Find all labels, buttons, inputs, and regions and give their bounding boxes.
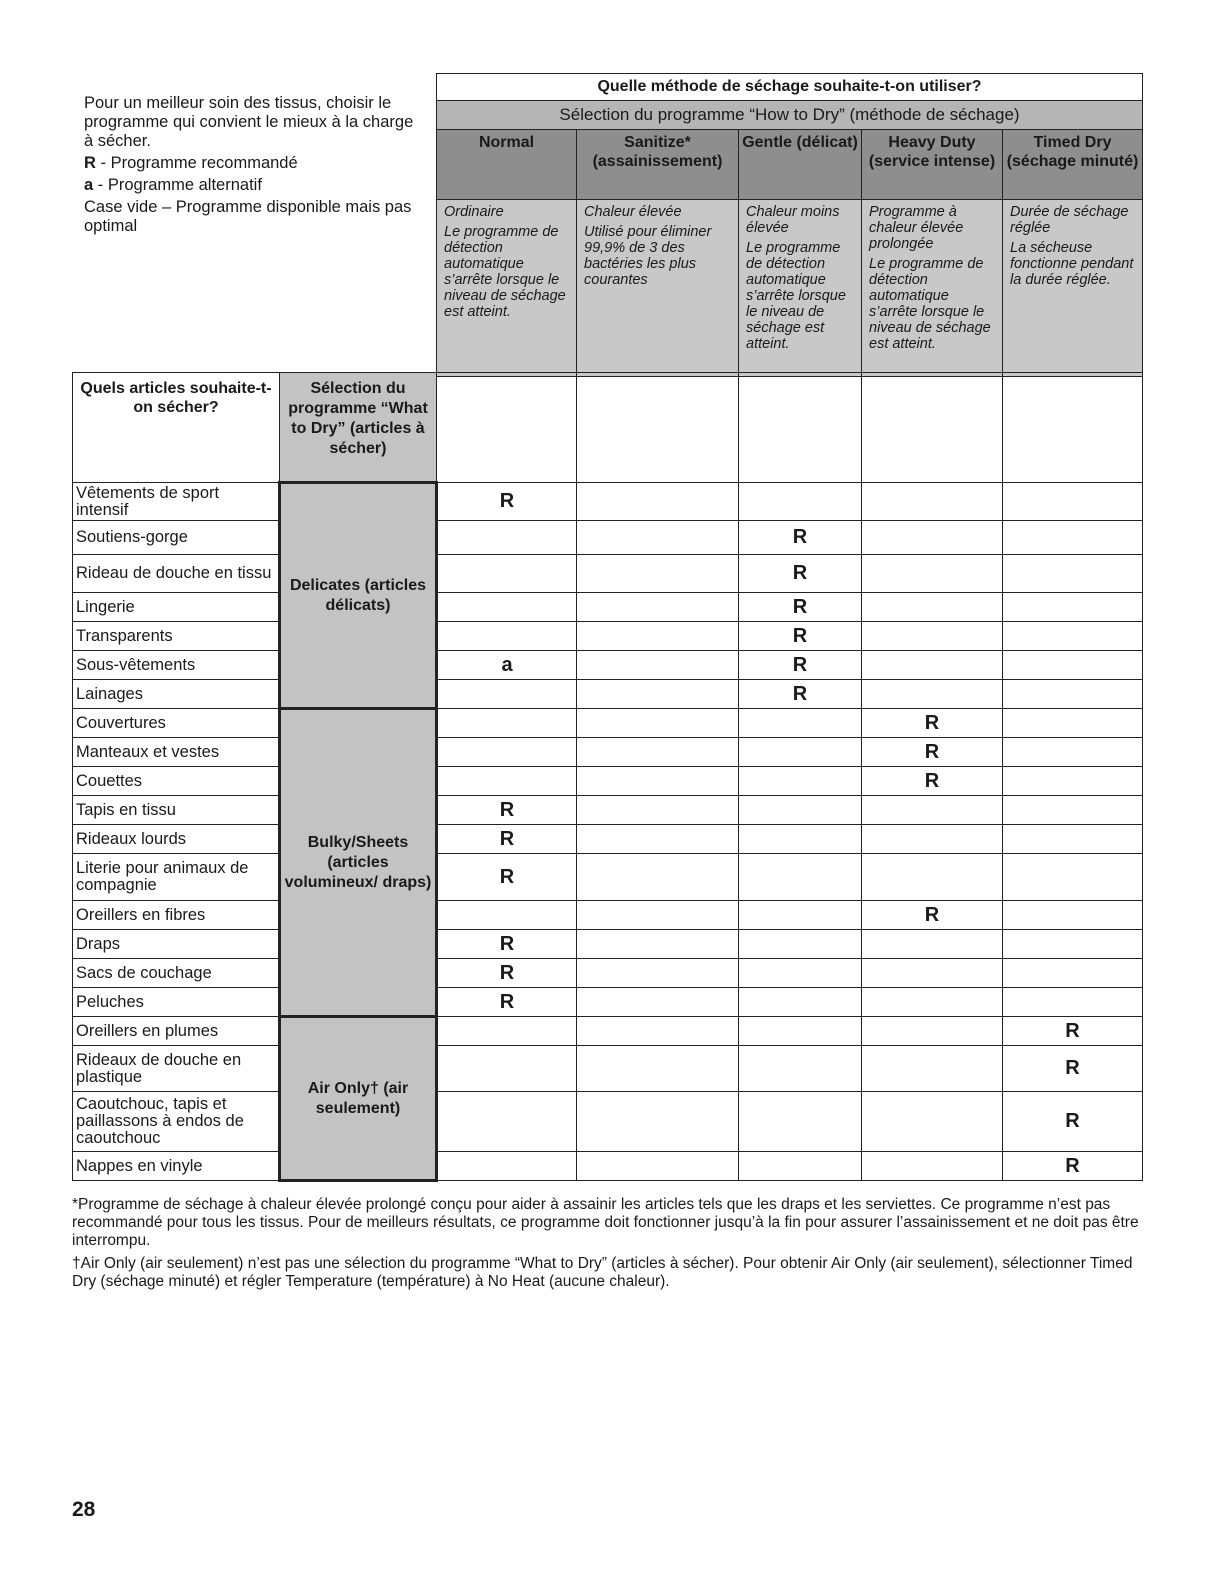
how-to-dry-header: Sélection du programme “How to Dry” (méthode de séchage) — [437, 101, 1143, 130]
mark-gentle — [739, 988, 862, 1017]
article-name: Rideaux lourds — [73, 825, 280, 854]
mark-heavy-duty: R — [862, 709, 1003, 738]
mark-sanitize — [577, 825, 739, 854]
mark-heavy-duty — [862, 1046, 1003, 1092]
mark-gentle — [739, 959, 862, 988]
article-name: Rideaux de douche en plastique — [73, 1046, 280, 1092]
mark-heavy-duty — [862, 1152, 1003, 1181]
mark-gentle — [739, 483, 862, 521]
mark-normal: R — [437, 959, 577, 988]
mark-sanitize — [577, 1046, 739, 1092]
mark-timed-dry — [1003, 988, 1143, 1017]
mark-heavy-duty — [862, 1017, 1003, 1046]
mark-timed-dry: R — [1003, 1046, 1143, 1092]
program-name: Normal — [437, 130, 577, 200]
article-name: Draps — [73, 930, 280, 959]
mark-gentle — [739, 1046, 862, 1092]
group-air-only: Air Only† (air seulement) — [280, 1017, 437, 1181]
mark-gentle — [739, 709, 862, 738]
legend-a-text: - Programme alternatif — [93, 176, 262, 194]
mark-timed-dry: R — [1003, 1152, 1143, 1181]
legend-a-key: a — [84, 176, 94, 194]
legend-r-text: - Programme recommandé — [95, 154, 298, 172]
mark-timed-dry — [1003, 796, 1143, 825]
mark-timed-dry — [1003, 825, 1143, 854]
program-name: Heavy Duty (service intense) — [862, 130, 1003, 200]
mark-gentle: R — [739, 622, 862, 651]
mark-timed-dry — [1003, 521, 1143, 555]
mark-gentle — [739, 738, 862, 767]
mark-sanitize — [577, 622, 739, 651]
group-bulky-sheets: Bulky/Sheets (articles volumineux/ draps) — [280, 709, 437, 1017]
article-name: Sacs de couchage — [73, 959, 280, 988]
article-name: Rideau de douche en tissu — [73, 555, 280, 593]
program-desc-text: La sécheuse fonctionne pendant la durée réglée. — [1010, 240, 1134, 288]
mark-sanitize — [577, 680, 739, 709]
legend-recommended — [84, 154, 424, 173]
program-desc-title: Chaleur moins élevée — [746, 204, 840, 236]
footnote-air-only: †Air Only (air seulement) n’est pas une sélection du programme “What to Dry” (articles à sécher). Pour obtenir Air Only (air seulement), sélectionner Timed Dry (séchage minuté) et régler Temperature (température) à No Heat (aucune chaleur). — [72, 1255, 1133, 1290]
mark-normal: R — [437, 854, 577, 901]
mark-normal — [437, 1092, 577, 1152]
mark-gentle — [739, 1152, 862, 1181]
article-name: Oreillers en fibres — [73, 901, 280, 930]
program-name: Gentle (délicat) — [739, 130, 862, 200]
mark-heavy-duty — [862, 825, 1003, 854]
mark-timed-dry — [1003, 651, 1143, 680]
mark-sanitize — [577, 930, 739, 959]
mark-normal — [437, 738, 577, 767]
article-name: Literie pour animaux de compagnie — [73, 854, 280, 901]
mark-normal — [437, 521, 577, 555]
table-row — [73, 901, 1143, 930]
mark-timed-dry — [1003, 767, 1143, 796]
table-row — [73, 593, 1143, 622]
mark-sanitize — [577, 483, 739, 521]
mark-normal — [437, 1017, 577, 1046]
program-desc-title: Programme à chaleur élevée prolongée — [869, 204, 964, 252]
table-row — [73, 555, 1143, 593]
program-description — [862, 200, 1003, 377]
mark-heavy-duty — [862, 959, 1003, 988]
empty-cell — [437, 373, 577, 483]
program-desc-title: Ordinaire — [444, 204, 504, 220]
table-row — [73, 854, 1143, 901]
program-name: Timed Dry (séchage minuté) — [1003, 130, 1143, 200]
table-header-row — [73, 373, 1143, 483]
article-name: Transparents — [73, 622, 280, 651]
program-desc-text: Le programme de détection automatique s’arrête lorsque le niveau de séchage est atteint. — [444, 224, 566, 320]
mark-sanitize — [577, 901, 739, 930]
article-name: Peluches — [73, 988, 280, 1017]
mark-gentle — [739, 796, 862, 825]
table-row — [73, 622, 1143, 651]
mark-normal — [437, 680, 577, 709]
table-row — [73, 521, 1143, 555]
mark-gentle: R — [739, 555, 862, 593]
mark-timed-dry — [1003, 901, 1143, 930]
program-header-table — [436, 73, 1143, 377]
mark-gentle: R — [739, 593, 862, 622]
mark-sanitize — [577, 988, 739, 1017]
mark-heavy-duty — [862, 680, 1003, 709]
empty-cell — [862, 373, 1003, 483]
mark-heavy-duty — [862, 1092, 1003, 1152]
mark-sanitize — [577, 709, 739, 738]
mark-normal: R — [437, 483, 577, 521]
mark-sanitize — [577, 1152, 739, 1181]
mark-heavy-duty — [862, 930, 1003, 959]
mark-heavy-duty — [862, 988, 1003, 1017]
mark-heavy-duty — [862, 622, 1003, 651]
program-name: Sanitize* (assainissement) — [577, 130, 739, 200]
mark-gentle — [739, 930, 862, 959]
mark-normal — [437, 1046, 577, 1092]
mark-heavy-duty — [862, 483, 1003, 521]
mark-gentle: R — [739, 651, 862, 680]
legend — [84, 94, 424, 239]
article-name: Oreillers en plumes — [73, 1017, 280, 1046]
program-desc-text: Utilisé pour éliminer 99,9% de 3 des bactéries les plus courantes — [584, 224, 712, 288]
table-row — [73, 651, 1143, 680]
mark-sanitize — [577, 1017, 739, 1046]
group-delicates: Delicates (articles délicats) — [280, 483, 437, 709]
program-description — [577, 200, 739, 377]
mark-heavy-duty: R — [862, 767, 1003, 796]
what-to-dry-header: Sélection du programme “What to Dry” (articles à sécher) — [280, 373, 437, 483]
mark-gentle — [739, 1017, 862, 1046]
article-name: Caoutchouc, tapis et paillassons à endos de caoutchouc — [73, 1092, 280, 1152]
page-number: 28 — [72, 1498, 96, 1521]
mark-sanitize — [577, 651, 739, 680]
mark-normal — [437, 767, 577, 796]
mark-timed-dry — [1003, 854, 1143, 901]
program-description — [739, 200, 862, 377]
article-name: Manteaux et vestes — [73, 738, 280, 767]
mark-heavy-duty: R — [862, 738, 1003, 767]
mark-gentle: R — [739, 680, 862, 709]
table-row — [73, 988, 1143, 1017]
articles-header: Quels articles souhaite-t-on sécher? — [73, 373, 280, 483]
mark-gentle — [739, 1092, 862, 1152]
mark-timed-dry — [1003, 622, 1143, 651]
table-row — [73, 1152, 1143, 1181]
method-question: Quelle méthode de séchage souhaite-t-on utiliser? — [437, 74, 1143, 101]
mark-normal — [437, 593, 577, 622]
mark-sanitize — [577, 521, 739, 555]
legend-empty: Case vide – Programme disponible mais pas optimal — [84, 198, 412, 235]
program-desc-text: Le programme de détection automatique s’arrête lorsque le niveau de séchage est atteint. — [869, 256, 991, 352]
mark-normal: R — [437, 825, 577, 854]
mark-normal — [437, 901, 577, 930]
mark-normal — [437, 1152, 577, 1181]
mark-sanitize — [577, 1092, 739, 1152]
mark-sanitize — [577, 555, 739, 593]
mark-normal — [437, 622, 577, 651]
footnotes — [72, 1196, 1144, 1296]
legend-alternative — [84, 176, 424, 195]
program-desc-text: Le programme de détection automatique s’arrête lorsque le niveau de séchage est atteint. — [746, 240, 846, 352]
table-row — [73, 825, 1143, 854]
article-name: Vêtements de sport intensif — [73, 483, 280, 521]
mark-timed-dry — [1003, 593, 1143, 622]
mark-normal: R — [437, 796, 577, 825]
table-row — [73, 709, 1143, 738]
program-description — [1003, 200, 1143, 377]
mark-timed-dry: R — [1003, 1017, 1143, 1046]
mark-gentle: R — [739, 521, 862, 555]
mark-heavy-duty — [862, 521, 1003, 555]
mark-normal — [437, 555, 577, 593]
table-row — [73, 959, 1143, 988]
mark-sanitize — [577, 738, 739, 767]
mark-gentle — [739, 901, 862, 930]
mark-sanitize — [577, 593, 739, 622]
articles-table — [72, 372, 1143, 1182]
mark-normal: R — [437, 988, 577, 1017]
table-row — [73, 738, 1143, 767]
program-desc-title: Chaleur élevée — [584, 204, 682, 220]
mark-heavy-duty — [862, 651, 1003, 680]
mark-normal: a — [437, 651, 577, 680]
mark-timed-dry — [1003, 738, 1143, 767]
article-name: Couvertures — [73, 709, 280, 738]
table-row — [73, 1046, 1143, 1092]
mark-normal: R — [437, 930, 577, 959]
mark-sanitize — [577, 796, 739, 825]
article-name: Couettes — [73, 767, 280, 796]
article-name: Sous-vêtements — [73, 651, 280, 680]
article-name: Soutiens-gorge — [73, 521, 280, 555]
table-row — [73, 680, 1143, 709]
empty-cell — [577, 373, 739, 483]
program-description — [437, 200, 577, 377]
article-name: Lingerie — [73, 593, 280, 622]
table-row — [73, 483, 1143, 521]
empty-cell — [739, 373, 862, 483]
table-row — [73, 767, 1143, 796]
mark-sanitize — [577, 854, 739, 901]
mark-normal — [437, 709, 577, 738]
mark-gentle — [739, 767, 862, 796]
program-desc-title: Durée de séchage réglée — [1010, 204, 1129, 236]
empty-cell — [1003, 373, 1143, 483]
mark-timed-dry — [1003, 680, 1143, 709]
mark-sanitize — [577, 959, 739, 988]
mark-gentle — [739, 854, 862, 901]
mark-sanitize — [577, 767, 739, 796]
footnote-sanitize: *Programme de séchage à chaleur élevée prolongé conçu pour aider à assainir les articles tels que les draps et les serviettes. Ce programme n’est pas recommandé pour tous les tissus. Pour de meilleurs résultats, ce programme doit fonctionner jusqu’à la fin pour assurer l’assainissement et ne doit pas être interrompu. — [72, 1196, 1139, 1249]
mark-gentle — [739, 825, 862, 854]
article-name: Nappes en vinyle — [73, 1152, 280, 1181]
table-row — [73, 796, 1143, 825]
mark-heavy-duty — [862, 555, 1003, 593]
mark-timed-dry — [1003, 555, 1143, 593]
mark-heavy-duty — [862, 593, 1003, 622]
mark-heavy-duty — [862, 854, 1003, 901]
legend-intro: Pour un meilleur soin des tissus, choisir le programme qui convient le mieux à la charge à sécher. — [84, 94, 414, 150]
table-row — [73, 1017, 1143, 1046]
mark-timed-dry: R — [1003, 1092, 1143, 1152]
mark-heavy-duty: R — [862, 901, 1003, 930]
article-name: Tapis en tissu — [73, 796, 280, 825]
article-name: Lainages — [73, 680, 280, 709]
legend-r-key: R — [84, 154, 96, 172]
mark-timed-dry — [1003, 930, 1143, 959]
mark-timed-dry — [1003, 709, 1143, 738]
table-row — [73, 930, 1143, 959]
mark-timed-dry — [1003, 483, 1143, 521]
table-row — [73, 1092, 1143, 1152]
mark-timed-dry — [1003, 959, 1143, 988]
mark-heavy-duty — [862, 796, 1003, 825]
